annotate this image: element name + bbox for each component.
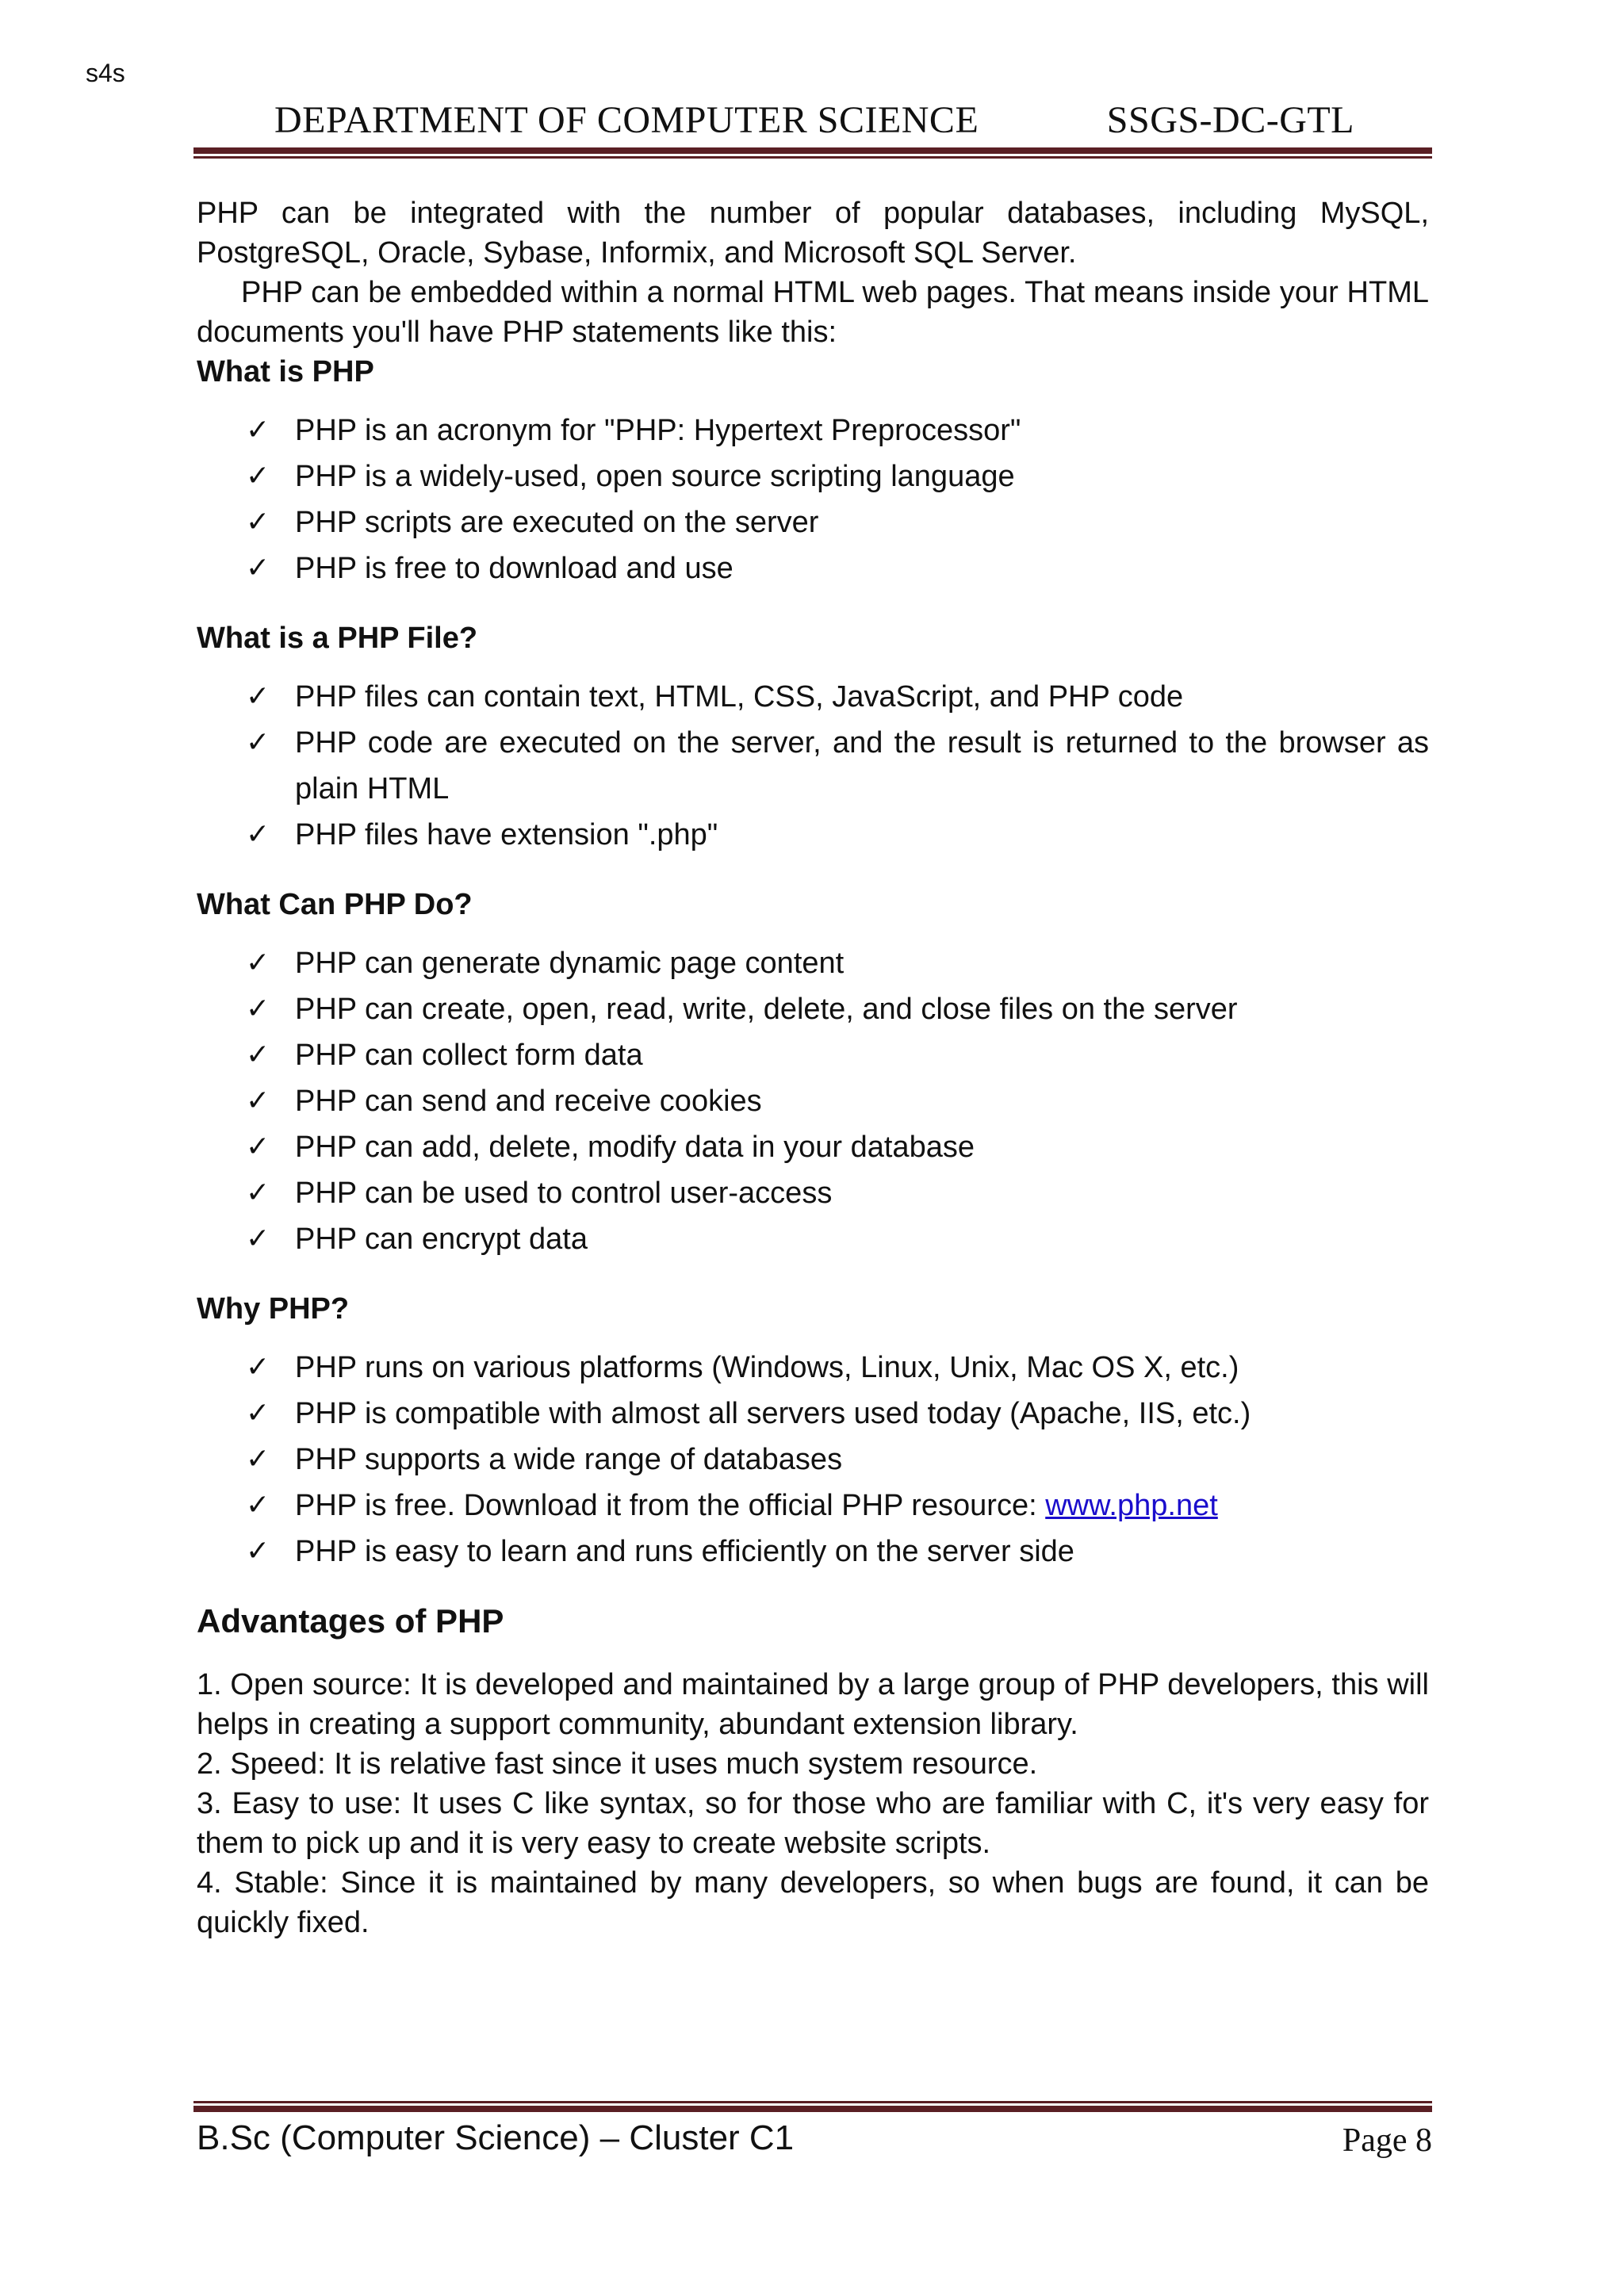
list-item: ✓ PHP is free. Download it from the official PHP resource: www.php.net: [197, 1483, 1429, 1529]
section-heading-what-is-php: What is PHP: [197, 355, 374, 388]
check-icon: ✓: [246, 552, 270, 584]
list-item: ✓ PHP is a widely-used, open source scripting language: [197, 453, 1429, 499]
list-item: ✓ PHP runs on various platforms (Windows, Linux, Unix, Mac OS X, etc.): [197, 1345, 1429, 1391]
section-heading-advantages: Advantages of PHP: [197, 1602, 504, 1640]
check-icon: ✓: [246, 1177, 270, 1209]
check-icon: ✓: [246, 1397, 270, 1429]
list-item: ✓ PHP is easy to learn and runs efficiently on the server side: [197, 1529, 1429, 1575]
section-heading-what-can-do: What Can PHP Do?: [197, 888, 473, 921]
list-item: ✓ PHP is an acronym for "PHP: Hypertext Preprocessor": [197, 408, 1429, 453]
check-icon: ✓: [246, 1085, 270, 1117]
page-footer: [197, 2118, 1432, 2174]
check-icon: ✓: [246, 1039, 270, 1071]
header-rule-thin: [193, 156, 1432, 159]
check-icon: ✓: [246, 1489, 270, 1521]
page-header: [193, 95, 1432, 146]
check-icon: ✓: [246, 993, 270, 1025]
check-icon: ✓: [246, 414, 270, 446]
department-title: DEPARTMENT OF COMPUTER SCIENCE: [274, 99, 979, 141]
check-icon: ✓: [246, 1535, 270, 1567]
intro-paragraph: PHP can be integrated with the number of popular databases, including MySQL, PostgreSQL, Oracle, Sybase, Informix, and Microsoft SQL Server.: [197, 197, 1429, 270]
list-item: ✓ PHP files have extension ".php": [197, 812, 1429, 858]
check-icon: ✓: [246, 1223, 270, 1255]
check-icon: ✓: [246, 680, 270, 713]
check-icon: ✓: [246, 1443, 270, 1475]
check-icon: ✓: [246, 947, 270, 979]
check-icon: ✓: [246, 1351, 270, 1383]
intro-paragraph: PHP can be embedded within a normal HTML web pages. That means inside your HTML documents you'll have PHP statements like this:: [197, 276, 1429, 349]
list-item: ✓ PHP supports a wide range of databases: [197, 1437, 1429, 1483]
list-item: ✓ PHP scripts are executed on the server: [197, 499, 1429, 545]
list-item: ✓ PHP can send and receive cookies: [197, 1078, 1429, 1124]
advantages-list: [197, 1665, 1429, 1942]
course-label: B.Sc (Computer Science) – Cluster C1: [197, 2118, 795, 2157]
what-is-php-list: [197, 408, 1429, 591]
why-php-list: [197, 1345, 1429, 1575]
college-code: SSGS-DC-GTL: [1106, 99, 1354, 141]
check-icon: ✓: [246, 818, 270, 851]
section-heading-why-php: Why PHP?: [197, 1292, 350, 1326]
php-net-link[interactable]: www.php.net: [1045, 1489, 1218, 1522]
list-item: ✓ PHP code are executed on the server, and the result is returned to the browser as plain HTML: [197, 720, 1429, 812]
list-item: ✓ PHP can be used to control user-access: [197, 1170, 1429, 1216]
advantage-item: 3. Easy to use: It uses C like syntax, so for those who are familiar with C, it's very easy for them to pick up and it is very easy to create website scripts.: [197, 1787, 1429, 1860]
list-item: ✓ PHP can generate dynamic page content: [197, 940, 1429, 986]
list-item: ✓ PHP can collect form data: [197, 1032, 1429, 1078]
what-can-do-list: [197, 940, 1429, 1262]
check-icon: ✓: [246, 506, 270, 538]
check-icon: ✓: [246, 1131, 270, 1163]
corner-tag: s4s: [86, 59, 125, 87]
list-item: ✓ PHP is compatible with almost all servers used today (Apache, IIS, etc.): [197, 1391, 1429, 1437]
header-rule-thick: [193, 147, 1432, 154]
section-heading-what-is-file: What is a PHP File?: [197, 622, 478, 655]
advantage-item: 4. Stable: Since it is maintained by many developers, so when bugs are found, it can be quickly fixed.: [197, 1866, 1429, 1939]
list-item: ✓ PHP files can contain text, HTML, CSS, JavaScript, and PHP code: [197, 674, 1429, 720]
list-item: ✓ PHP is free to download and use: [197, 545, 1429, 591]
advantage-item: 2. Speed: It is relative fast since it uses much system resource.: [197, 1747, 1038, 1781]
footer-rule-thin: [193, 2101, 1432, 2103]
page-content: [197, 193, 1429, 1942]
footer-rule-thick: [193, 2106, 1432, 2112]
check-icon: ✓: [246, 460, 270, 492]
list-item: ✓ PHP can add, delete, modify data in your database: [197, 1124, 1429, 1170]
list-item: ✓ PHP can create, open, read, write, delete, and close files on the server: [197, 986, 1429, 1032]
list-item: ✓ PHP can encrypt data: [197, 1216, 1429, 1262]
advantage-item: 1. Open source: It is developed and maintained by a large group of PHP developers, this will helps in creating a support community, abundant extension library.: [197, 1668, 1429, 1741]
what-is-file-list: [197, 674, 1429, 858]
check-icon: ✓: [246, 726, 270, 759]
page-number: Page 8: [1342, 2122, 1432, 2159]
